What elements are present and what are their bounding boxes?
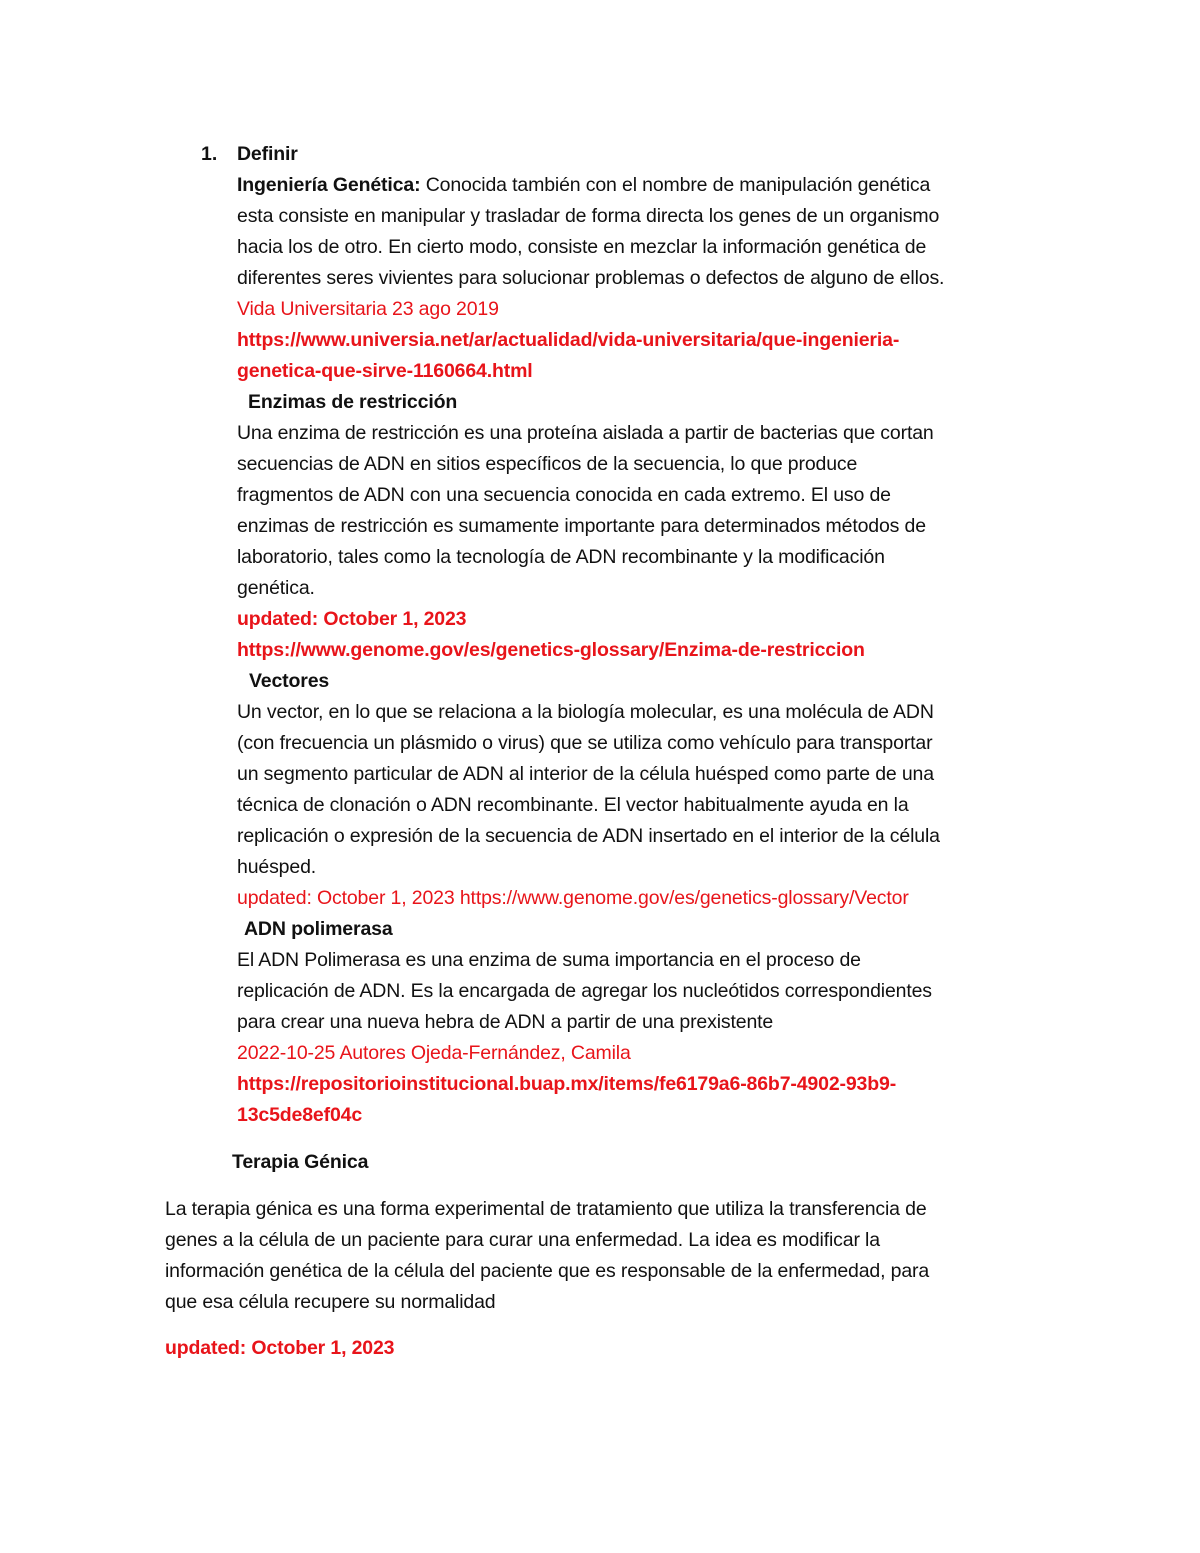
enzimas-url[interactable]: https://www.genome.gov/es/genetics-glossary/Enzima-de-restriccion: [237, 639, 865, 661]
enzimas-line-6: genética.: [237, 577, 315, 599]
section-heading: Definir: [237, 143, 298, 165]
terapia-title: Terapia Génica: [232, 1151, 369, 1173]
vectores-line-2: (con frecuencia un plásmido o virus) que se utiliza como vehículo para transportar: [237, 732, 933, 754]
polimerasa-url-line-2[interactable]: 13c5de8ef04c: [237, 1104, 363, 1126]
ingenieria-term: Ingeniería Genética: [237, 174, 415, 196]
polimerasa-title: ADN polimerasa: [244, 918, 393, 940]
list-number: 1.: [201, 143, 218, 165]
polimerasa-line-3: para crear una nueva hebra de ADN a partir de una prexistente: [237, 1011, 774, 1033]
ingenieria-line-4: diferentes seres vivientes para solucionar problemas o defectos de alguno de ellos.: [237, 267, 945, 289]
enzimas-line-3: fragmentos de ADN con una secuencia conocida en cada extremo. El uso de: [237, 484, 891, 506]
enzimas-updated: updated: October 1, 2023: [237, 608, 467, 630]
ingenieria-url-line-1[interactable]: https://www.universia.net/ar/actualidad/vida-universitaria/que-ingenieria-: [237, 329, 900, 351]
vectores-url[interactable]: https://www.genome.gov/es/genetics-glossary/Vector: [459, 887, 909, 909]
terapia-line-3: información genética de la célula del paciente que es responsable de la enfermedad, para: [165, 1260, 930, 1282]
term-separator: :: [414, 174, 426, 196]
polimerasa-source: 2022-10-25 Autores Ojeda-Fernández, Camila: [237, 1042, 631, 1064]
enzimas-line-5: laboratorio, tales como la tecnología de ADN recombinante y la modificación: [237, 546, 885, 568]
polimerasa-line-2: replicación de ADN. Es la encargada de agregar los nucleótidos correspondientes: [237, 980, 932, 1002]
polimerasa-url-line-1[interactable]: https://repositorioinstitucional.buap.mx/items/fe6179a6-86b7-4902-93b9-: [237, 1073, 897, 1095]
terapia-updated: updated: October 1, 2023: [165, 1337, 395, 1359]
vectores-line-3: un segmento particular de ADN al interior de la célula huésped como parte de una: [237, 763, 934, 785]
ingenieria-line-3: hacia los de otro. En cierto modo, consiste en mezclar la información genética de: [237, 236, 927, 258]
ingenieria-url-line-2[interactable]: genetica-que-sirve-1160664.html: [237, 360, 533, 382]
enzimas-line-4: enzimas de restricción es sumamente importante para determinados métodos de: [237, 515, 926, 537]
terapia-line-1: La terapia génica es una forma experimental de tratamiento que utiliza la transferencia de: [165, 1198, 927, 1220]
vectores-title: Vectores: [249, 670, 330, 692]
vectores-line-1: Un vector, en lo que se relaciona a la biología molecular, es una molécula de ADN: [237, 701, 934, 723]
polimerasa-line-1: El ADN Polimerasa es una enzima de suma importancia en el proceso de: [237, 949, 861, 971]
vectores-line-5: replicación o expresión de la secuencia de ADN insertado en el interior de la célula: [237, 825, 940, 847]
terapia-line-2: genes a la célula de un paciente para curar una enfermedad. La idea es modificar la: [165, 1229, 880, 1251]
vectores-citation-line: [237, 885, 909, 911]
vectores-line-6: huésped.: [237, 856, 317, 878]
ingenieria-text: Conocida también con el nombre de manipulación genética: [425, 174, 931, 196]
terapia-line-4: que esa célula recupere su normalidad: [165, 1291, 496, 1313]
enzimas-line-1: Una enzima de restricción es una proteína aislada a partir de bacterias que cortan: [237, 422, 934, 444]
ingenieria-line-2: esta consiste en manipular y trasladar de forma directa los genes de un organismo: [237, 205, 940, 227]
enzimas-line-2: secuencias de ADN en sitios específicos de la secuencia, lo que produce: [237, 453, 858, 475]
ingenieria-line-1: [237, 172, 930, 198]
vectores-updated: updated: October 1, 2023: [237, 887, 455, 909]
vectores-line-4: técnica de clonación o ADN recombinante. El vector habitualmente ayuda en la: [237, 794, 909, 816]
ingenieria-source: Vida Universitaria 23 ago 2019: [237, 298, 499, 320]
enzimas-title: Enzimas de restricción: [248, 391, 458, 413]
